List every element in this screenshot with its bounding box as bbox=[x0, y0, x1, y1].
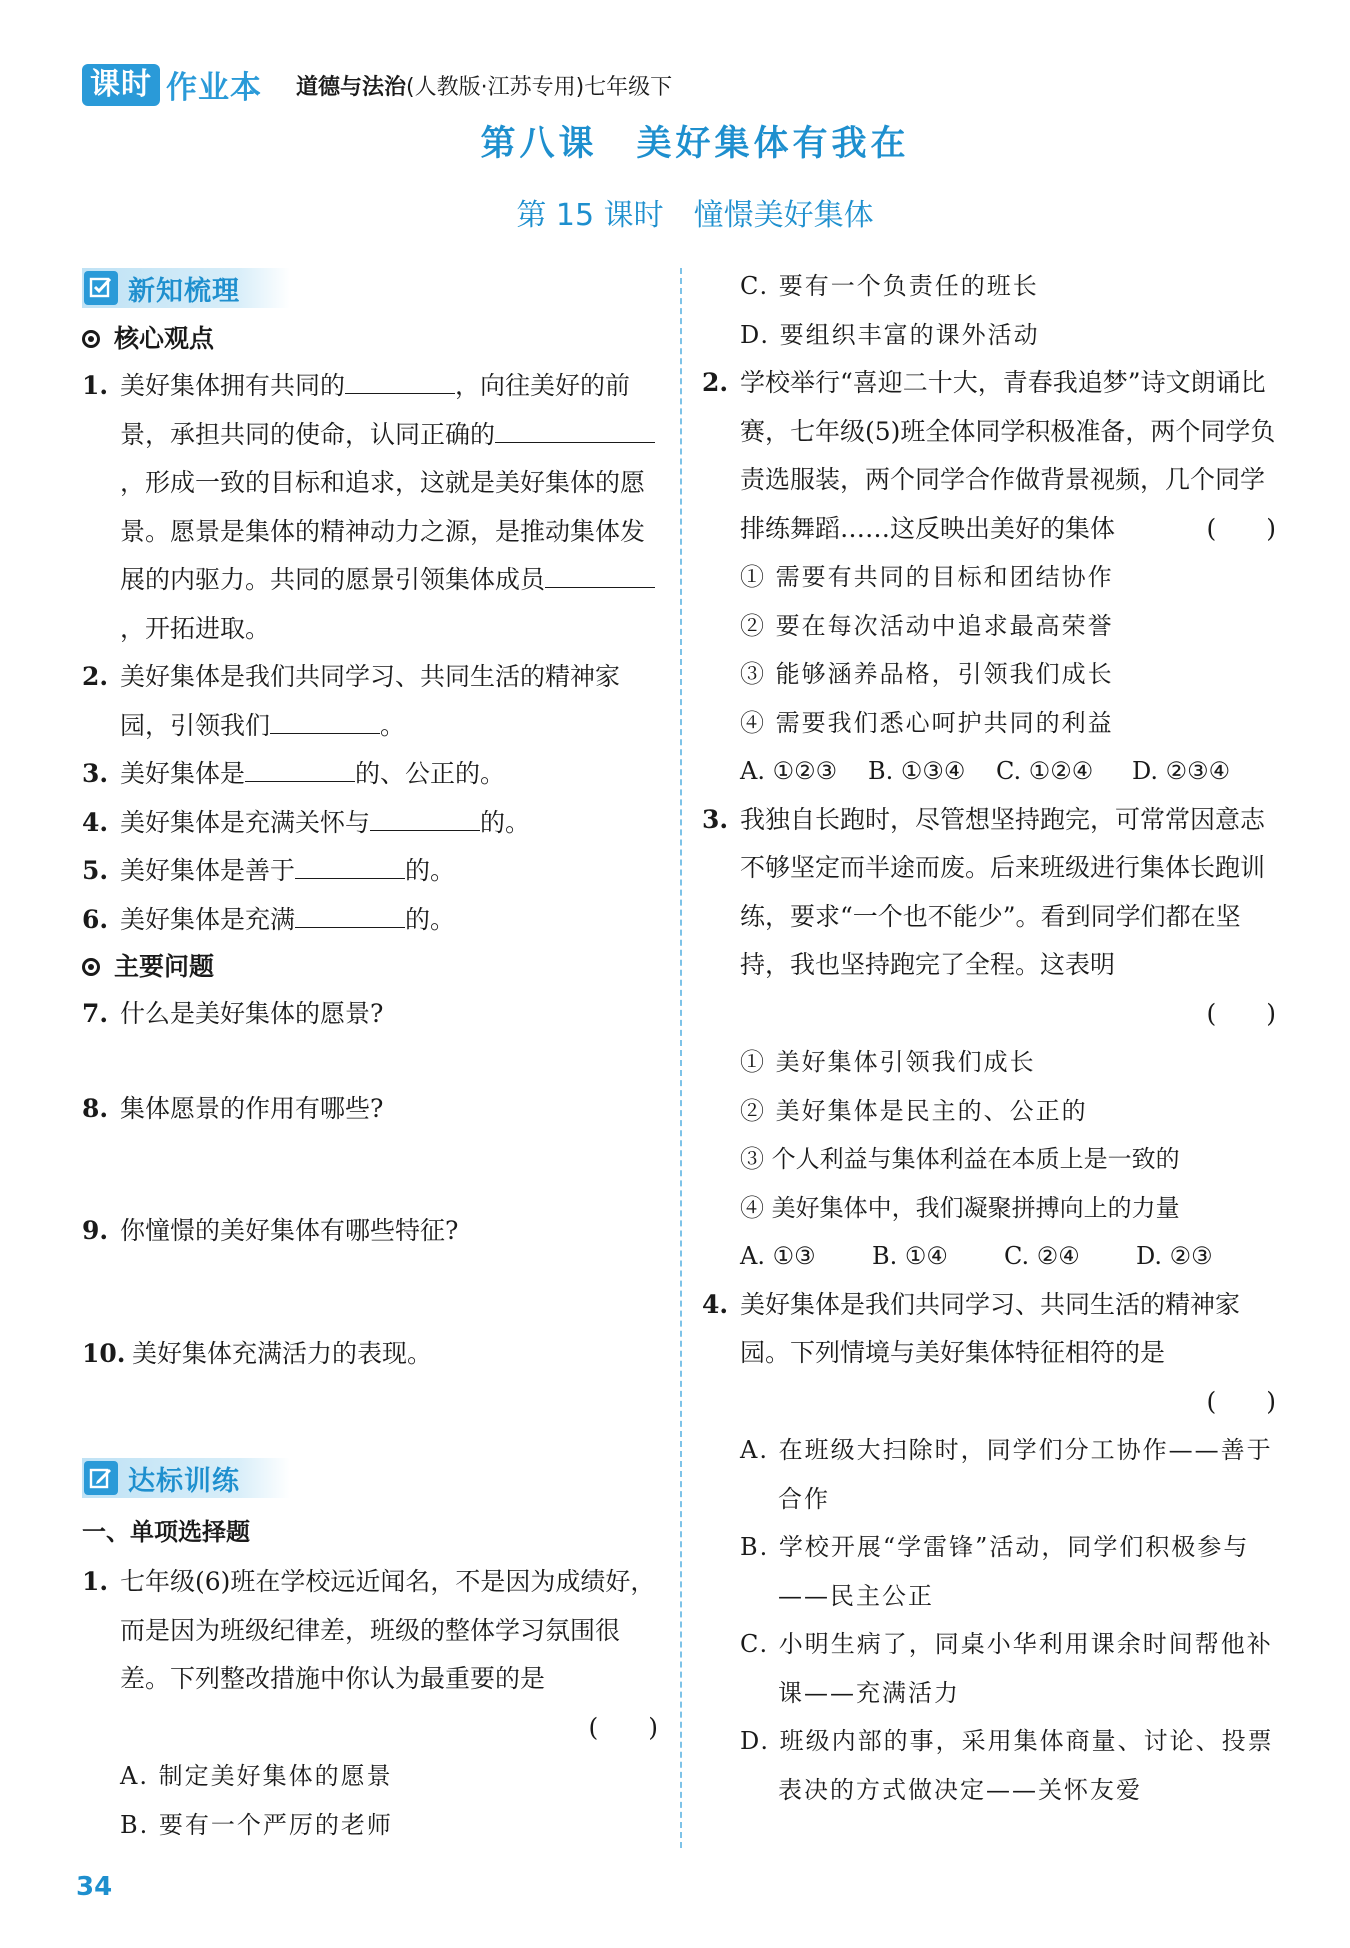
choice-d[interactable]: D. ②③ bbox=[1136, 1242, 1213, 1270]
item-number: 1. bbox=[82, 371, 109, 400]
item-text: 美好集体是我们共同学习、共同生活的精神家园，引领我们 bbox=[120, 662, 621, 740]
paren-text: ( ) bbox=[588, 1712, 658, 1742]
pencil-icon bbox=[84, 1461, 118, 1495]
item-text: ，形成一致的目标和追求，这就是美好集体的愿景。愿景是集体的精神动力之源，是推动集体发展的内驱力。共同的愿景引领集体成员 bbox=[120, 468, 646, 594]
option-a[interactable]: A. 制定美好集体的愿景 bbox=[120, 1762, 393, 1790]
paren-text: ( ) bbox=[1206, 998, 1276, 1028]
answer-parentheses[interactable] bbox=[82, 1704, 662, 1753]
item-text: ，开拓进取。 bbox=[120, 613, 271, 643]
fill-blank[interactable] bbox=[270, 705, 380, 734]
item-text: 的。 bbox=[405, 856, 456, 885]
choice-b[interactable]: B. ①③④ bbox=[868, 757, 966, 785]
statement-4: ④ 需要我们悉心呵护共同的利益 bbox=[740, 708, 1114, 737]
answer-parentheses[interactable] bbox=[702, 990, 1280, 1039]
section-title: 达标训练 bbox=[128, 1465, 240, 1497]
item-number: 3. bbox=[702, 804, 729, 834]
option-d[interactable]: D. 班级内部的事，采用集体商量、讨论、投票表决的方式做决定——关怀友爱 bbox=[740, 1727, 1274, 1804]
item-text: 的。 bbox=[405, 904, 456, 934]
question-9 bbox=[82, 1207, 662, 1256]
core-heading bbox=[82, 316, 662, 362]
item-number: 5. bbox=[82, 856, 109, 885]
period-title: 第 15 课时 憧憬美好集体 bbox=[516, 198, 874, 233]
column-divider bbox=[680, 268, 682, 1848]
choice-question-2 bbox=[702, 359, 1280, 553]
item-text: 的、公正的。 bbox=[355, 759, 506, 788]
question-type-heading: 一、单项选择题 bbox=[82, 1518, 250, 1546]
brand-logo: 课时 bbox=[82, 64, 160, 106]
item-text: 美好集体是充满关怀与 bbox=[120, 807, 371, 837]
choice-d[interactable]: D. ②③④ bbox=[1132, 757, 1231, 785]
section-title: 新知梳理 bbox=[128, 275, 240, 307]
item-text: 美好集体是充满 bbox=[120, 904, 296, 934]
item-number: 9. bbox=[82, 1216, 109, 1245]
answer-space[interactable] bbox=[82, 1256, 662, 1330]
core-item-2 bbox=[82, 653, 662, 750]
statement-3: ③ 个人利益与集体利益在本质上是一致的 bbox=[740, 1145, 1180, 1173]
choice-question-1 bbox=[82, 1558, 662, 1704]
edition: (人教版·江苏专用)七年级下 bbox=[406, 75, 673, 100]
question-stem: 美好集体是我们共同学习、共同生活的精神家园。下列情境与美好集体特征相符的是 bbox=[740, 1289, 1241, 1367]
main-heading bbox=[82, 944, 662, 990]
brand-name: 作业本 bbox=[166, 70, 262, 106]
fill-blank[interactable] bbox=[345, 366, 455, 395]
option-d[interactable]: D. 要组织丰富的课外活动 bbox=[740, 320, 1040, 349]
question-text: 什么是美好集体的愿景? bbox=[120, 999, 384, 1028]
item-number: 4. bbox=[702, 1289, 729, 1319]
option-b[interactable]: B. 学校开展“学雷锋”活动，同学们积极参与——民主公正 bbox=[740, 1533, 1250, 1610]
item-number: 2. bbox=[82, 662, 109, 691]
answer-space[interactable] bbox=[82, 1378, 662, 1458]
item-number: 3. bbox=[82, 759, 109, 788]
item-text: 的。 bbox=[480, 807, 531, 837]
option-c[interactable]: C. 要有一个负责任的班长 bbox=[740, 272, 1039, 300]
main-heading-text: 主要问题 bbox=[114, 952, 215, 981]
core-item-4 bbox=[82, 799, 662, 848]
brand bbox=[82, 62, 262, 107]
fill-blank[interactable] bbox=[545, 560, 655, 589]
lesson-title: 第八课 美好集体有我在 bbox=[480, 124, 910, 164]
bullet-icon bbox=[82, 958, 100, 976]
fill-blank[interactable] bbox=[615, 414, 655, 443]
statement-3: ③ 能够涵养品格，引领我们成长 bbox=[740, 660, 1114, 688]
page-number: 34 bbox=[76, 1872, 113, 1902]
choice-a[interactable]: A. ①③ bbox=[740, 1242, 816, 1270]
statement-4: ④ 美好集体中，我们凝聚拼搏向上的力量 bbox=[740, 1193, 1180, 1222]
question-8 bbox=[82, 1085, 662, 1134]
section-tag-knowledge bbox=[82, 268, 290, 308]
question-text: 你憧憬的美好集体有哪些特征? bbox=[120, 1216, 459, 1245]
statement-1: ① 需要有共同的目标和团结协作 bbox=[740, 563, 1114, 591]
answer-space[interactable] bbox=[82, 1133, 662, 1207]
fill-blank[interactable] bbox=[370, 802, 480, 831]
choice-question-3 bbox=[702, 796, 1280, 990]
choice-b[interactable]: B. ①④ bbox=[872, 1242, 948, 1270]
statement-2: ② 美好集体是民主的、公正的 bbox=[740, 1096, 1088, 1125]
item-number: 10. bbox=[82, 1338, 126, 1368]
statement-1: ① 美好集体引领我们成长 bbox=[740, 1048, 1036, 1076]
choice-c[interactable]: C. ②④ bbox=[1004, 1242, 1080, 1270]
choice-a[interactable]: A. ①②③ bbox=[740, 757, 838, 785]
question-7 bbox=[82, 990, 662, 1039]
checkbox-icon bbox=[84, 271, 118, 305]
item-text: 。 bbox=[380, 710, 406, 740]
question-stem: 我独自长跑时，尽管想坚持跑完，可常常因意志不够坚定而半途而废。后来班级进行集体长跑训练，要求“一个也不能少”。看到同学们都在坚持，我也坚持跑完了全程。这表明 bbox=[740, 804, 1266, 979]
paren-text: ( ) bbox=[1206, 513, 1276, 543]
left-column bbox=[82, 268, 662, 1849]
core-item-1 bbox=[82, 362, 662, 653]
fill-blank[interactable] bbox=[245, 754, 355, 783]
option-a[interactable]: A. 在班级大扫除时，同学们分工协作——善于合作 bbox=[740, 1436, 1273, 1513]
item-text: 美好集体是善于 bbox=[120, 856, 296, 885]
choice-c[interactable]: C. ①②④ bbox=[996, 757, 1094, 785]
item-text: 美好集体拥有共同的 bbox=[120, 371, 346, 400]
fill-blank[interactable] bbox=[295, 899, 405, 928]
paren-text: ( ) bbox=[1206, 1386, 1276, 1416]
answer-parentheses[interactable] bbox=[702, 1378, 1280, 1427]
core-item-3 bbox=[82, 750, 662, 799]
question-stem: 七年级(6)班在学校远近闻名，不是因为成绩好，而是因为班级纪律差，班级的整体学习氛围很差。下列整改措施中你认为最重要的是 bbox=[120, 1567, 656, 1693]
bullet-icon bbox=[82, 330, 100, 348]
core-item-6 bbox=[82, 896, 662, 945]
item-number: 7. bbox=[82, 999, 109, 1028]
item-text: 美好集体是 bbox=[120, 759, 246, 788]
section-tag-practice bbox=[82, 1458, 290, 1498]
item-number: 1. bbox=[82, 1567, 109, 1596]
core-heading-text: 核心观点 bbox=[114, 324, 215, 353]
option-c[interactable]: C. 小明生病了，同桌小华利用课余时间帮他补课——充满活力 bbox=[740, 1630, 1273, 1707]
header-subject bbox=[296, 70, 672, 101]
choice-row bbox=[702, 1232, 1280, 1281]
core-item-5 bbox=[82, 847, 662, 896]
item-number: 8. bbox=[82, 1093, 109, 1123]
question-10 bbox=[82, 1330, 662, 1379]
fill-blank[interactable] bbox=[295, 851, 405, 880]
choice-row bbox=[702, 747, 1280, 796]
item-number: 2. bbox=[702, 368, 729, 397]
question-text: 美好集体充满活力的表现。 bbox=[132, 1338, 433, 1368]
subject-name: 道德与法治 bbox=[296, 75, 407, 100]
item-number: 4. bbox=[82, 807, 109, 837]
item-text: ，向往美好的前景，承担共同的使命，认同正确的 bbox=[120, 371, 631, 449]
answer-space[interactable] bbox=[82, 1039, 662, 1085]
fill-blank[interactable] bbox=[495, 414, 615, 443]
right-column bbox=[702, 262, 1280, 1814]
question-text: 集体愿景的作用有哪些? bbox=[120, 1093, 384, 1123]
item-number: 6. bbox=[82, 904, 109, 934]
choice-question-4 bbox=[702, 1281, 1280, 1378]
option-b[interactable]: B. 要有一个严厉的老师 bbox=[120, 1810, 393, 1839]
question-stem: 学校举行“喜迎二十大，青春我追梦”诗文朗诵比赛，七年级(5)班全体同学积极准备，两个同学负责选服装，两个同学合作做背景视频，几个同学排练舞蹈……这反映出美好的集体 bbox=[740, 368, 1276, 543]
statement-2: ② 要在每次活动中追求最高荣誉 bbox=[740, 611, 1114, 640]
